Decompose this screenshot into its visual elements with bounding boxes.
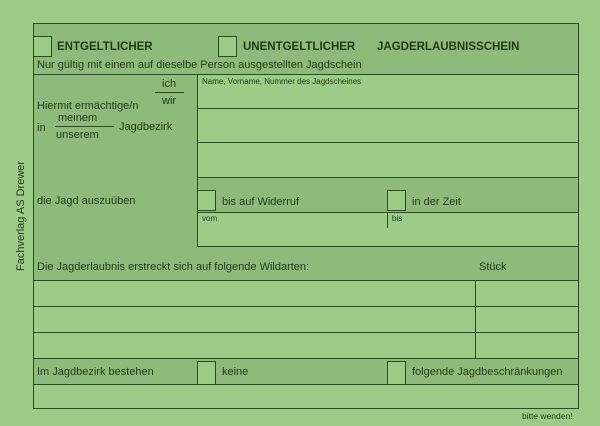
- authorization-lead: Hiermit ermächtige/n: [37, 100, 139, 112]
- turn-over-note: bitte wenden!: [522, 411, 573, 421]
- species-field-1[interactable]: [34, 282, 474, 305]
- species-field-2[interactable]: [34, 308, 474, 331]
- count-header: Stück: [479, 261, 507, 273]
- validity-note: Nur gültig mit einem auf dieselbe Person ausgestellten Jagdschein: [37, 59, 362, 71]
- from-date-field[interactable]: [198, 214, 386, 245]
- name-field-2[interactable]: [198, 110, 578, 141]
- frac-unserem: unserem: [56, 129, 99, 141]
- restrictions-label: Im Jagdbezirk bestehen: [37, 366, 154, 378]
- restrictions-field[interactable]: [34, 386, 578, 408]
- game-label: Die Jagderlaubnis erstreckt sich auf folgende Wildarten:: [37, 261, 310, 273]
- name-field-1[interactable]: [198, 86, 578, 107]
- following-label: folgende Jagdbeschränkungen: [412, 366, 563, 378]
- none-label: keine: [222, 366, 249, 378]
- free-checkbox[interactable]: [218, 36, 237, 57]
- name-field-label: Name, Vorname, Nummer des Jagdscheines: [202, 77, 362, 86]
- paid-label: ENTGELTLICHER: [57, 41, 153, 53]
- revocation-checkbox[interactable]: [197, 190, 216, 211]
- district-label: Jagdbezirk: [119, 121, 173, 133]
- to-label: bis: [392, 214, 403, 223]
- species-field-3[interactable]: [34, 334, 474, 357]
- form-title: JAGDERLAUBNISSCHEIN: [377, 41, 520, 53]
- frac-meinem: meinem: [58, 112, 98, 124]
- frac-wir: wir: [162, 95, 177, 107]
- following-checkbox[interactable]: [387, 361, 406, 385]
- period-checkbox[interactable]: [387, 190, 406, 211]
- free-label: UNENTGELTLICHER: [243, 41, 356, 53]
- count-field-2[interactable]: [477, 308, 578, 331]
- none-checkbox[interactable]: [197, 361, 216, 385]
- to-date-field[interactable]: [389, 214, 578, 245]
- name-field-3[interactable]: [198, 144, 578, 176]
- frac-ich: ich: [162, 78, 177, 90]
- count-field-1[interactable]: [477, 282, 578, 305]
- from-label: vom: [202, 214, 218, 223]
- in-label: in: [37, 122, 46, 134]
- count-field-3[interactable]: [477, 334, 578, 357]
- paid-checkbox[interactable]: [33, 36, 52, 57]
- publisher-label: Fachverlag AS Drewer: [15, 160, 27, 271]
- revocation-label: bis auf Widerruf: [222, 196, 300, 208]
- period-label: in der Zeit: [412, 196, 461, 208]
- hunting-label: die Jagd auszuüben: [37, 195, 136, 207]
